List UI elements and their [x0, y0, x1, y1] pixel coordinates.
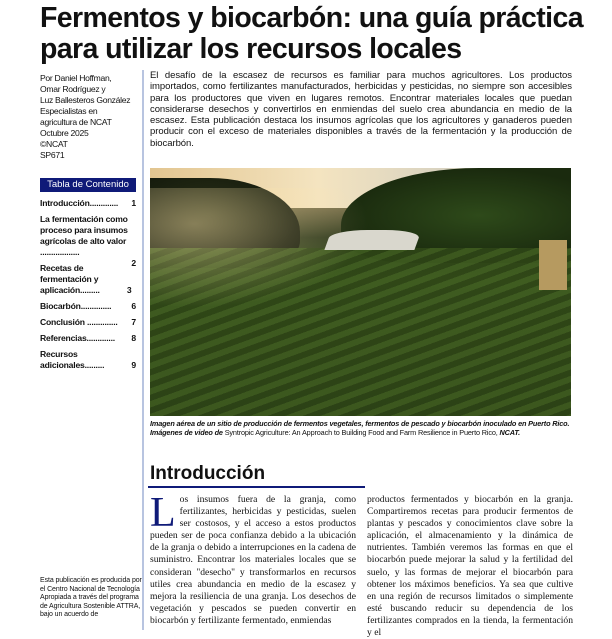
body-column-2: productos fermentados y biocarbón en la granja. Compartiremos recetas para producir fermentos de plantas y pescados y conocimientos clave sobre la aplicación, el almacenamiento y la dinámica de nutrientes. También veremos las formas en que el biocarbón puede mejorar la salud y la fertilidad del suelo, y las formas de mejorar el biocarbón para obtener los máximos beneficios. Ya sea que cultive en una región de recursos limitados o simplemente esté buscando reducir su dependencia de los fertilizantes comprados en la tienda, la fermentación y el — [367, 494, 573, 639]
drop-cap: L — [150, 490, 176, 536]
heading-underline — [148, 486, 365, 488]
toc-item-referencias[interactable]: 8 Referencias............. — [40, 333, 136, 343]
author-line: Luz Ballesteros González — [40, 95, 131, 105]
toc-item-biocarbon[interactable]: 6 Biocarbón.............. — [40, 301, 136, 311]
aerial-farm-photo — [150, 168, 571, 416]
document-title: Fermentos y biocarbón: una guía práctica para utilizar los recursos locales — [40, 2, 583, 65]
author-line: Por Daniel Hoffman, — [40, 73, 112, 83]
abstract: El desafío de la escasez de recursos es familiar para muchos agricultores. Los productos importados, como fertilizantes manufacturados, herbicidas y pesticidas, no siempre son accesibles para los productores que viven en lugares remotos. Encontrar materiales locales que puedan considerarse desechos y convertirlos en enmiendas del suelo crea abundancia en medio de la escasez. Esta publicación destaca los insumos agrícolas que los agricultores y ganaderos pueden producir con el exceso de materiales disponibles a través de la fermentación y la producción de biocarbón. — [150, 70, 572, 149]
copyright: ©NCAT — [40, 139, 68, 149]
photo-caption: Imagen aérea de un sitio de producción de fermentos vegetales, fermentos de pescado y biocarbón inoculado en Puerto Rico. Imágenes de video de Syntropic Agriculture: An Approach to Building Food and Farm Resilience in Puerto Rico, NCAT. — [150, 419, 570, 438]
toc-item-recetas[interactable]: 3 Recetas de fermentación y aplicación......... — [40, 263, 132, 295]
toc-item-introduccion[interactable]: 1 Introducción............. — [40, 198, 136, 208]
funding-note: Esta publicación es producida por el Centro Nacional de Tecnología Apropiada a través del programa de Agricultura Sostenible ATTRA, bajo un acuerdo de — [40, 577, 142, 619]
byline — [40, 73, 144, 161]
author-role: Especialistas en — [40, 106, 98, 116]
body-column-1: Los insumos fuera de la granja, como fertilizantes, herbicidas y pesticidas, suelen ser costosos, y el acceso a estos productos pueden ser de poca confianza debido a la ubicación de la granja o debido a interrupciones en la cadena de suministro. Encontrar los materiales locales que se consideran "desecho" y transformarlos en recursos utiles crea abundancia en medio de la escasez y mejora la resiliencia de una granja. Los desechos de vegetación y pescados se pueden convertir en biocarbón y fertilizante fermentado, enmiendas — [150, 490, 356, 626]
toc-item-fermentacion[interactable]: 2 La fermentación como proceso para insumos agrícolas de alto valor .................. — [40, 214, 136, 268]
author-line: Omar Rodríguez y — [40, 84, 106, 94]
publication-date: Octubre 2025 — [40, 128, 89, 138]
toc-item-recursos[interactable]: 9 Recursos adicionales......... — [40, 349, 136, 370]
section-heading-introduccion: Introducción — [150, 463, 266, 484]
table-of-contents — [40, 198, 136, 376]
publication-code: SP671 — [40, 150, 65, 160]
toc-item-conclusion[interactable]: 7 Conclusión .............. — [40, 317, 136, 327]
author-role: agricultura de NCAT — [40, 117, 112, 127]
toc-heading: Tabla de Contenido — [40, 178, 136, 192]
